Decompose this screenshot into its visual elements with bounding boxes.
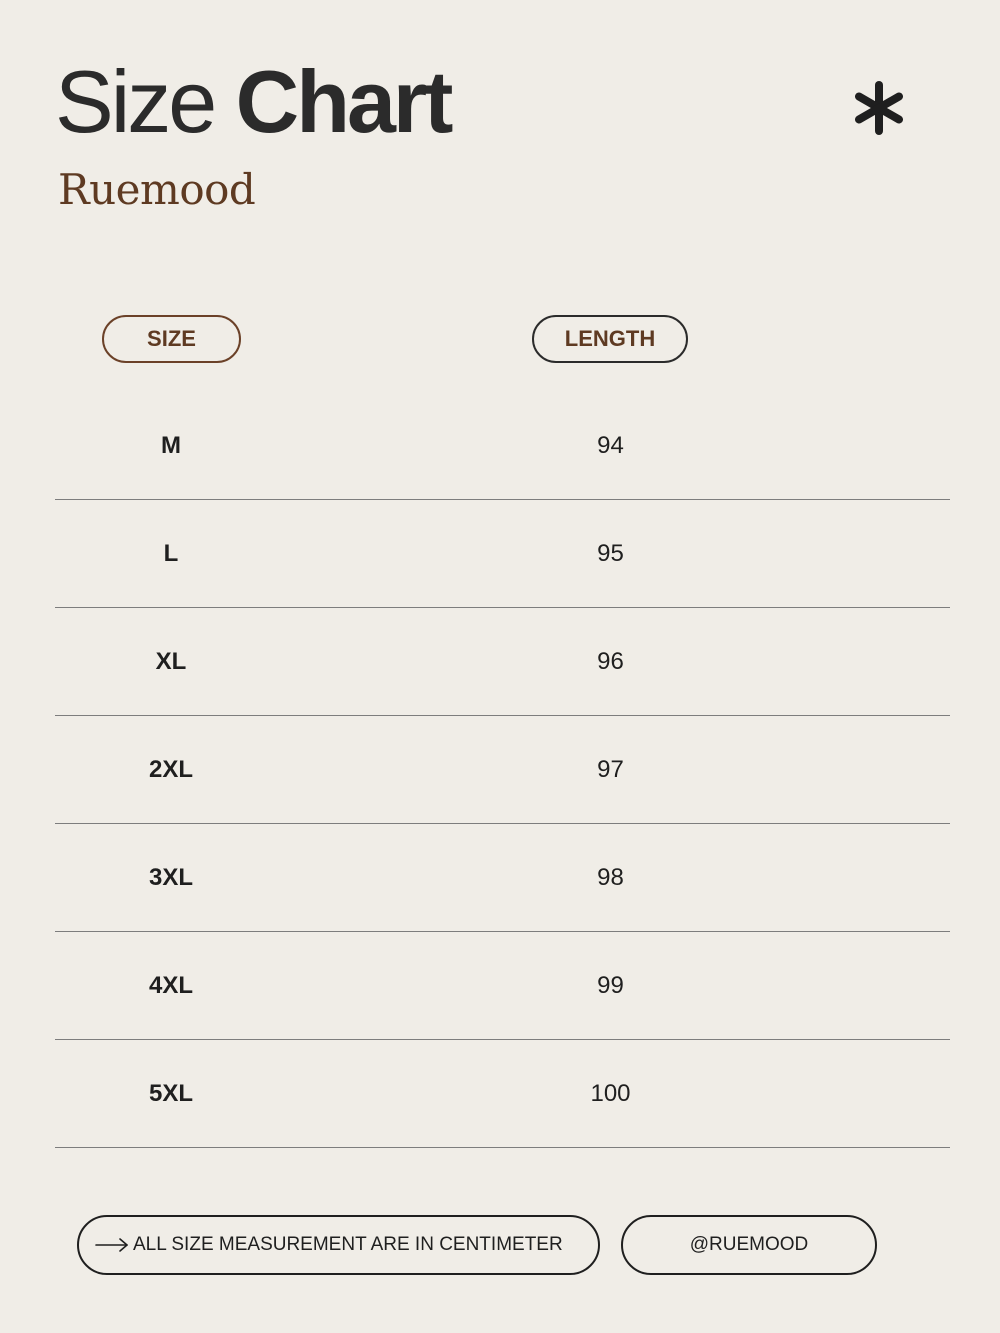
length-cell: 100 xyxy=(590,1079,631,1107)
table-row xyxy=(55,608,950,716)
arrow-right-icon xyxy=(95,1237,129,1253)
measurement-note xyxy=(77,1215,600,1275)
size-cell: 2XL xyxy=(148,755,193,783)
title-bold: Chart xyxy=(235,52,451,151)
asterisk-icon xyxy=(850,78,908,138)
table-row xyxy=(55,716,950,824)
table-row xyxy=(55,1040,950,1148)
table-row xyxy=(55,392,950,500)
length-cell: 96 xyxy=(597,647,624,675)
length-cell: 98 xyxy=(597,863,624,891)
measurement-note-text: ALL SIZE MEASUREMENT ARE IN CENTIMETER xyxy=(133,1234,563,1255)
size-table xyxy=(55,392,950,1148)
size-cell: 4XL xyxy=(148,971,193,999)
length-column-header: LENGTH xyxy=(532,315,688,363)
page-title xyxy=(55,52,450,152)
size-cell: 3XL xyxy=(148,863,193,891)
size-column-header: SIZE xyxy=(102,315,241,363)
length-cell: 99 xyxy=(597,971,624,999)
table-row xyxy=(55,500,950,608)
size-cell: M xyxy=(161,431,181,459)
size-cell: XL xyxy=(155,647,187,675)
table-row xyxy=(55,824,950,932)
brand-name: Ruemood xyxy=(58,165,256,214)
length-cell: 94 xyxy=(597,431,624,459)
size-cell: L xyxy=(163,539,179,567)
social-handle: @RUEMOOD xyxy=(621,1215,877,1275)
length-cell: 97 xyxy=(597,755,624,783)
size-cell: 5XL xyxy=(148,1079,193,1107)
title-light: Size xyxy=(55,52,215,151)
table-row xyxy=(55,932,950,1040)
length-cell: 95 xyxy=(597,539,624,567)
